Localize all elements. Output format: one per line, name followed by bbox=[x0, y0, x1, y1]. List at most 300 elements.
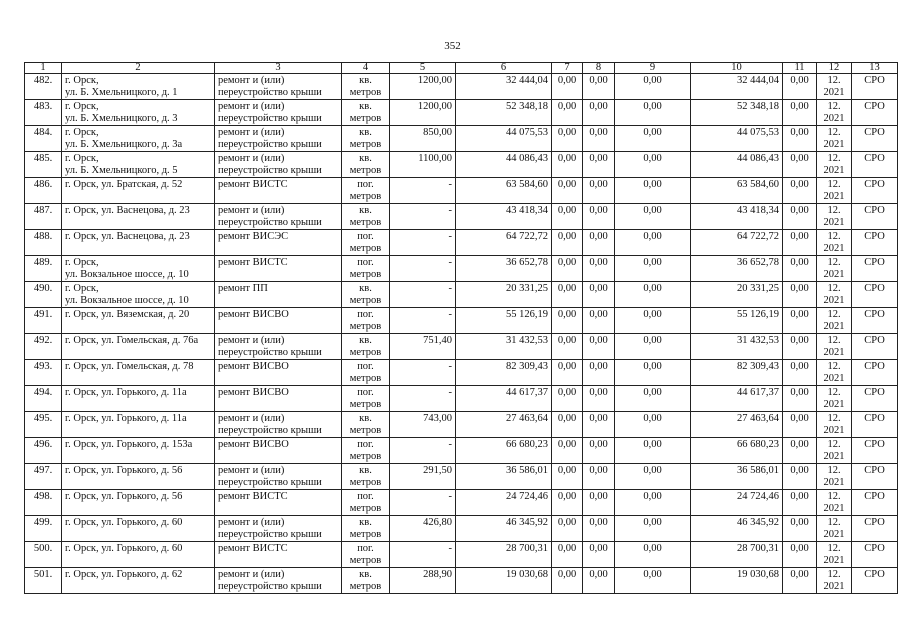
col9-cell: 0,00 bbox=[615, 178, 691, 204]
address-cell-line: г. Орск, bbox=[65, 283, 99, 294]
table-row bbox=[25, 152, 898, 178]
col7-cell: 0,00 bbox=[552, 178, 583, 204]
period-cell bbox=[817, 308, 852, 334]
col10-cell: 44 086,43 bbox=[691, 152, 783, 178]
work-type-cell-line: переустройство крыши bbox=[218, 580, 322, 592]
cost-cell: 20 331,25 bbox=[456, 282, 552, 308]
col9-cell: 0,00 bbox=[615, 256, 691, 282]
period-cell-line: 2021 bbox=[823, 242, 845, 254]
col11-cell: 0,00 bbox=[783, 204, 817, 230]
work-type-cell-line: ремонт и (или) bbox=[218, 569, 285, 580]
unit-cell-line: метров bbox=[349, 294, 382, 306]
unit-cell-line: кв. bbox=[359, 517, 372, 528]
col10-cell: 52 348,18 bbox=[691, 100, 783, 126]
col7-cell: 0,00 bbox=[552, 438, 583, 464]
unit-cell-line: метров bbox=[349, 216, 382, 228]
work-type-cell-line: ремонт и (или) bbox=[218, 127, 285, 138]
period-cell-line: 12. bbox=[827, 283, 841, 294]
cost-cell: 52 348,18 bbox=[456, 100, 552, 126]
unit-cell bbox=[342, 334, 390, 360]
work-type-cell-line: переустройство крыши bbox=[218, 86, 322, 98]
area-cell: - bbox=[390, 438, 456, 464]
work-type-cell-line: переустройство крыши bbox=[218, 424, 322, 436]
period-cell-line: 12. bbox=[827, 257, 841, 268]
table-row bbox=[25, 412, 898, 438]
col11-cell: 0,00 bbox=[783, 386, 817, 412]
col7-cell: 0,00 bbox=[552, 152, 583, 178]
period-cell bbox=[817, 126, 852, 152]
col11-cell: 0,00 bbox=[783, 568, 817, 594]
source-cell: СРО bbox=[852, 516, 898, 542]
col8-cell: 0,00 bbox=[583, 490, 615, 516]
unit-cell-line: метров bbox=[349, 476, 382, 488]
unit-cell-line: пог. bbox=[357, 309, 374, 320]
table-body bbox=[25, 63, 898, 594]
period-cell-line: 2021 bbox=[823, 554, 845, 566]
cost-cell: 36 652,78 bbox=[456, 256, 552, 282]
col9-cell: 0,00 bbox=[615, 438, 691, 464]
period-cell-line: 2021 bbox=[823, 450, 845, 462]
col7-cell: 0,00 bbox=[552, 126, 583, 152]
address-cell bbox=[62, 204, 215, 230]
address-cell-line: г. Орск, ул. Горького, д. 56 bbox=[65, 491, 183, 502]
col11-cell: 0,00 bbox=[783, 178, 817, 204]
source-cell: СРО bbox=[852, 568, 898, 594]
period-cell-line: 12. bbox=[827, 413, 841, 424]
period-cell-line: 2021 bbox=[823, 476, 845, 488]
work-type-cell bbox=[215, 100, 342, 126]
table-row bbox=[25, 360, 898, 386]
row-number-cell: 490. bbox=[25, 282, 62, 308]
work-type-cell-line: переустройство крыши bbox=[218, 216, 322, 228]
col7-cell: 0,00 bbox=[552, 204, 583, 230]
row-number-cell: 499. bbox=[25, 516, 62, 542]
table-row bbox=[25, 386, 898, 412]
col8-cell: 0,00 bbox=[583, 464, 615, 490]
source-cell: СРО bbox=[852, 438, 898, 464]
unit-cell-line: метров bbox=[349, 242, 382, 254]
column-header-6: 6 bbox=[456, 63, 552, 74]
work-type-cell-line: ремонт ВИСТС bbox=[218, 491, 288, 502]
row-number-cell: 498. bbox=[25, 490, 62, 516]
work-type-cell bbox=[215, 490, 342, 516]
col10-cell: 66 680,23 bbox=[691, 438, 783, 464]
address-cell-line: ул. Б. Хмельницкого, д. 3 bbox=[65, 112, 178, 124]
area-cell: - bbox=[390, 282, 456, 308]
work-type-cell-line: переустройство крыши bbox=[218, 528, 322, 540]
period-cell-line: 12. bbox=[827, 205, 841, 216]
unit-cell-line: метров bbox=[349, 346, 382, 358]
column-header-9: 9 bbox=[615, 63, 691, 74]
address-cell bbox=[62, 334, 215, 360]
period-cell bbox=[817, 152, 852, 178]
period-cell bbox=[817, 230, 852, 256]
row-number-cell: 489. bbox=[25, 256, 62, 282]
unit-cell bbox=[342, 100, 390, 126]
col7-cell: 0,00 bbox=[552, 282, 583, 308]
period-cell-line: 12. bbox=[827, 543, 841, 554]
row-number-cell: 493. bbox=[25, 360, 62, 386]
row-number-cell: 487. bbox=[25, 204, 62, 230]
source-cell: СРО bbox=[852, 178, 898, 204]
period-cell bbox=[817, 74, 852, 100]
unit-cell-line: пог. bbox=[357, 387, 374, 398]
period-cell-line: 2021 bbox=[823, 424, 845, 436]
col9-cell: 0,00 bbox=[615, 412, 691, 438]
period-cell-line: 2021 bbox=[823, 112, 845, 124]
source-cell: СРО bbox=[852, 282, 898, 308]
row-number-cell: 484. bbox=[25, 126, 62, 152]
col11-cell: 0,00 bbox=[783, 516, 817, 542]
unit-cell bbox=[342, 230, 390, 256]
area-cell: - bbox=[390, 386, 456, 412]
period-cell-line: 12. bbox=[827, 569, 841, 580]
col8-cell: 0,00 bbox=[583, 74, 615, 100]
col11-cell: 0,00 bbox=[783, 308, 817, 334]
period-cell-line: 12. bbox=[827, 491, 841, 502]
col11-cell: 0,00 bbox=[783, 282, 817, 308]
period-cell-line: 2021 bbox=[823, 580, 845, 592]
period-cell-line: 12. bbox=[827, 127, 841, 138]
unit-cell-line: кв. bbox=[359, 153, 372, 164]
address-cell bbox=[62, 74, 215, 100]
unit-cell-line: пог. bbox=[357, 361, 374, 372]
unit-cell bbox=[342, 360, 390, 386]
column-header-1: 1 bbox=[25, 63, 62, 74]
col7-cell: 0,00 bbox=[552, 334, 583, 360]
unit-cell-line: метров bbox=[349, 320, 382, 332]
col7-cell: 0,00 bbox=[552, 308, 583, 334]
area-cell: - bbox=[390, 360, 456, 386]
source-cell: СРО bbox=[852, 308, 898, 334]
unit-cell-line: кв. bbox=[359, 413, 372, 424]
area-cell: - bbox=[390, 542, 456, 568]
period-cell-line: 2021 bbox=[823, 164, 845, 176]
col10-cell: 28 700,31 bbox=[691, 542, 783, 568]
address-cell-line: г. Орск, ул. Гомельская, д. 76а bbox=[65, 335, 199, 346]
col8-cell: 0,00 bbox=[583, 412, 615, 438]
table-row bbox=[25, 204, 898, 230]
address-cell bbox=[62, 126, 215, 152]
column-header-8: 8 bbox=[583, 63, 615, 74]
work-type-cell-line: ремонт и (или) bbox=[218, 75, 285, 86]
col8-cell: 0,00 bbox=[583, 568, 615, 594]
unit-cell-line: метров bbox=[349, 424, 382, 436]
period-cell-line: 12. bbox=[827, 179, 841, 190]
source-cell: СРО bbox=[852, 360, 898, 386]
col10-cell: 82 309,43 bbox=[691, 360, 783, 386]
col9-cell: 0,00 bbox=[615, 516, 691, 542]
address-cell bbox=[62, 152, 215, 178]
row-number-cell: 483. bbox=[25, 100, 62, 126]
unit-cell bbox=[342, 126, 390, 152]
period-cell-line: 12. bbox=[827, 101, 841, 112]
period-cell bbox=[817, 204, 852, 230]
cost-cell: 66 680,23 bbox=[456, 438, 552, 464]
col11-cell: 0,00 bbox=[783, 152, 817, 178]
row-number-cell: 486. bbox=[25, 178, 62, 204]
unit-cell bbox=[342, 74, 390, 100]
table-row bbox=[25, 438, 898, 464]
period-cell-line: 12. bbox=[827, 335, 841, 346]
unit-cell-line: метров bbox=[349, 372, 382, 384]
unit-cell-line: пог. bbox=[357, 543, 374, 554]
work-type-cell-line: ремонт и (или) bbox=[218, 205, 285, 216]
col8-cell: 0,00 bbox=[583, 438, 615, 464]
work-type-cell bbox=[215, 412, 342, 438]
period-cell bbox=[817, 516, 852, 542]
unit-cell-line: кв. bbox=[359, 127, 372, 138]
col11-cell: 0,00 bbox=[783, 334, 817, 360]
period-cell-line: 2021 bbox=[823, 320, 845, 332]
address-cell bbox=[62, 256, 215, 282]
work-type-cell bbox=[215, 256, 342, 282]
period-cell-line: 2021 bbox=[823, 398, 845, 410]
cost-cell: 32 444,04 bbox=[456, 74, 552, 100]
col7-cell: 0,00 bbox=[552, 360, 583, 386]
source-cell: СРО bbox=[852, 464, 898, 490]
unit-cell bbox=[342, 464, 390, 490]
col9-cell: 0,00 bbox=[615, 126, 691, 152]
row-number-cell: 495. bbox=[25, 412, 62, 438]
column-header-5: 5 bbox=[390, 63, 456, 74]
col11-cell: 0,00 bbox=[783, 464, 817, 490]
period-cell bbox=[817, 282, 852, 308]
unit-cell-line: кв. bbox=[359, 283, 372, 294]
cost-cell: 63 584,60 bbox=[456, 178, 552, 204]
col10-cell: 24 724,46 bbox=[691, 490, 783, 516]
address-cell-line: ул. Вокзальное шоссе, д. 10 bbox=[65, 294, 189, 306]
period-cell bbox=[817, 438, 852, 464]
col11-cell: 0,00 bbox=[783, 230, 817, 256]
source-cell: СРО bbox=[852, 100, 898, 126]
address-cell-line: г. Орск, ул. Горького, д. 60 bbox=[65, 543, 183, 554]
col11-cell: 0,00 bbox=[783, 412, 817, 438]
column-header-2: 2 bbox=[62, 63, 215, 74]
cost-cell: 43 418,34 bbox=[456, 204, 552, 230]
table-row bbox=[25, 516, 898, 542]
address-cell-line: г. Орск, ул. Горького, д. 60 bbox=[65, 517, 183, 528]
table-row bbox=[25, 230, 898, 256]
col10-cell: 64 722,72 bbox=[691, 230, 783, 256]
address-cell-line: ул. Б. Хмельницкого, д. 5 bbox=[65, 164, 178, 176]
source-cell: СРО bbox=[852, 126, 898, 152]
unit-cell-line: метров bbox=[349, 190, 382, 202]
work-type-cell-line: переустройство крыши bbox=[218, 112, 322, 124]
work-type-cell-line: переустройство крыши bbox=[218, 164, 322, 176]
address-cell bbox=[62, 230, 215, 256]
address-cell-line: г. Орск, ул. Вяземская, д. 20 bbox=[65, 309, 190, 320]
work-type-cell-line: ремонт и (или) bbox=[218, 101, 285, 112]
period-cell bbox=[817, 568, 852, 594]
column-header-13: 13 bbox=[852, 63, 898, 74]
unit-cell-line: кв. bbox=[359, 101, 372, 112]
unit-cell bbox=[342, 178, 390, 204]
col7-cell: 0,00 bbox=[552, 74, 583, 100]
col8-cell: 0,00 bbox=[583, 516, 615, 542]
col9-cell: 0,00 bbox=[615, 230, 691, 256]
area-cell: - bbox=[390, 308, 456, 334]
period-cell-line: 2021 bbox=[823, 502, 845, 514]
col8-cell: 0,00 bbox=[583, 308, 615, 334]
address-cell bbox=[62, 386, 215, 412]
unit-cell-line: метров bbox=[349, 112, 382, 124]
address-cell-line: г. Орск, bbox=[65, 257, 99, 268]
source-cell: СРО bbox=[852, 152, 898, 178]
col10-cell: 32 444,04 bbox=[691, 74, 783, 100]
work-type-cell-line: ремонт ВИСВО bbox=[218, 439, 289, 450]
work-type-cell-line: переустройство крыши bbox=[218, 138, 322, 150]
page-number: 352 bbox=[444, 40, 461, 52]
area-cell: 743,00 bbox=[390, 412, 456, 438]
period-cell-line: 12. bbox=[827, 153, 841, 164]
address-cell bbox=[62, 464, 215, 490]
work-type-cell bbox=[215, 568, 342, 594]
unit-cell-line: кв. bbox=[359, 465, 372, 476]
period-cell-line: 2021 bbox=[823, 190, 845, 202]
period-cell-line: 12. bbox=[827, 387, 841, 398]
col11-cell: 0,00 bbox=[783, 100, 817, 126]
col11-cell: 0,00 bbox=[783, 126, 817, 152]
period-cell-line: 12. bbox=[827, 517, 841, 528]
work-type-cell bbox=[215, 308, 342, 334]
work-type-cell-line: ремонт и (или) bbox=[218, 465, 285, 476]
work-type-cell-line: ремонт ВИСВО bbox=[218, 361, 289, 372]
address-cell bbox=[62, 178, 215, 204]
col8-cell: 0,00 bbox=[583, 256, 615, 282]
work-type-cell bbox=[215, 230, 342, 256]
cost-cell: 44 075,53 bbox=[456, 126, 552, 152]
unit-cell-line: пог. bbox=[357, 439, 374, 450]
unit-cell-line: метров bbox=[349, 398, 382, 410]
row-number-cell: 501. bbox=[25, 568, 62, 594]
area-cell: 1200,00 bbox=[390, 74, 456, 100]
unit-cell bbox=[342, 204, 390, 230]
row-number-cell: 485. bbox=[25, 152, 62, 178]
period-cell-line: 2021 bbox=[823, 268, 845, 280]
cost-cell: 55 126,19 bbox=[456, 308, 552, 334]
work-type-cell-line: ремонт и (или) bbox=[218, 517, 285, 528]
area-cell: - bbox=[390, 490, 456, 516]
col10-cell: 46 345,92 bbox=[691, 516, 783, 542]
col10-cell: 36 586,01 bbox=[691, 464, 783, 490]
area-cell: - bbox=[390, 178, 456, 204]
unit-cell-line: пог. bbox=[357, 231, 374, 242]
unit-cell-line: пог. bbox=[357, 179, 374, 190]
area-cell: 291,50 bbox=[390, 464, 456, 490]
col7-cell: 0,00 bbox=[552, 386, 583, 412]
address-cell bbox=[62, 516, 215, 542]
cost-cell: 27 463,64 bbox=[456, 412, 552, 438]
col10-cell: 19 030,68 bbox=[691, 568, 783, 594]
address-cell-line: г. Орск, ул. Горького, д. 11а bbox=[65, 387, 187, 398]
col8-cell: 0,00 bbox=[583, 230, 615, 256]
col7-cell: 0,00 bbox=[552, 490, 583, 516]
table-row bbox=[25, 178, 898, 204]
work-type-cell-line: ремонт ВИСЭС bbox=[218, 231, 289, 242]
column-header-12: 12 bbox=[817, 63, 852, 74]
col11-cell: 0,00 bbox=[783, 74, 817, 100]
unit-cell-line: метров bbox=[349, 450, 382, 462]
source-cell: СРО bbox=[852, 412, 898, 438]
column-header-7: 7 bbox=[552, 63, 583, 74]
col7-cell: 0,00 bbox=[552, 542, 583, 568]
column-header-11: 11 bbox=[783, 63, 817, 74]
period-cell-line: 2021 bbox=[823, 138, 845, 150]
address-cell-line: г. Орск, ул. Васнецова, д. 23 bbox=[65, 231, 190, 242]
period-cell-line: 12. bbox=[827, 75, 841, 86]
col8-cell: 0,00 bbox=[583, 334, 615, 360]
area-cell: 751,40 bbox=[390, 334, 456, 360]
address-cell-line: г. Орск, ул. Гомельская, д. 78 bbox=[65, 361, 194, 372]
col8-cell: 0,00 bbox=[583, 100, 615, 126]
work-type-cell bbox=[215, 74, 342, 100]
col7-cell: 0,00 bbox=[552, 100, 583, 126]
unit-cell-line: пог. bbox=[357, 257, 374, 268]
col9-cell: 0,00 bbox=[615, 100, 691, 126]
work-type-cell bbox=[215, 386, 342, 412]
cost-cell: 64 722,72 bbox=[456, 230, 552, 256]
work-type-cell bbox=[215, 282, 342, 308]
col11-cell: 0,00 bbox=[783, 490, 817, 516]
work-type-cell-line: переустройство крыши bbox=[218, 346, 322, 358]
unit-cell-line: метров bbox=[349, 138, 382, 150]
work-type-cell-line: ремонт и (или) bbox=[218, 153, 285, 164]
unit-cell-line: метров bbox=[349, 268, 382, 280]
period-cell bbox=[817, 412, 852, 438]
area-cell: 1100,00 bbox=[390, 152, 456, 178]
registry-table bbox=[24, 62, 898, 594]
table-row bbox=[25, 334, 898, 360]
address-cell bbox=[62, 308, 215, 334]
area-cell: - bbox=[390, 230, 456, 256]
cost-cell: 36 586,01 bbox=[456, 464, 552, 490]
col10-cell: 44 617,37 bbox=[691, 386, 783, 412]
period-cell bbox=[817, 100, 852, 126]
table-row bbox=[25, 74, 898, 100]
source-cell: СРО bbox=[852, 230, 898, 256]
row-number-cell: 491. bbox=[25, 308, 62, 334]
cost-cell: 28 700,31 bbox=[456, 542, 552, 568]
unit-cell bbox=[342, 516, 390, 542]
col9-cell: 0,00 bbox=[615, 360, 691, 386]
address-cell-line: г. Орск, ул. Горького, д. 153а bbox=[65, 439, 193, 450]
col10-cell: 36 652,78 bbox=[691, 256, 783, 282]
unit-cell-line: кв. bbox=[359, 569, 372, 580]
address-cell-line: г. Орск, ул. Горького, д. 11а bbox=[65, 413, 187, 424]
unit-cell-line: кв. bbox=[359, 205, 372, 216]
unit-cell bbox=[342, 308, 390, 334]
period-cell-line: 12. bbox=[827, 439, 841, 450]
cost-cell: 44 086,43 bbox=[456, 152, 552, 178]
work-type-cell-line: ремонт и (или) bbox=[218, 413, 285, 424]
work-type-cell bbox=[215, 464, 342, 490]
source-cell: СРО bbox=[852, 490, 898, 516]
header-row bbox=[25, 63, 898, 74]
row-number-cell: 497. bbox=[25, 464, 62, 490]
cost-cell: 46 345,92 bbox=[456, 516, 552, 542]
work-type-cell bbox=[215, 178, 342, 204]
table-row bbox=[25, 100, 898, 126]
cost-cell: 24 724,46 bbox=[456, 490, 552, 516]
col8-cell: 0,00 bbox=[583, 360, 615, 386]
source-cell: СРО bbox=[852, 256, 898, 282]
unit-cell-line: метров bbox=[349, 164, 382, 176]
address-cell bbox=[62, 360, 215, 386]
address-cell-line: г. Орск, bbox=[65, 75, 99, 86]
work-type-cell bbox=[215, 204, 342, 230]
address-cell bbox=[62, 100, 215, 126]
